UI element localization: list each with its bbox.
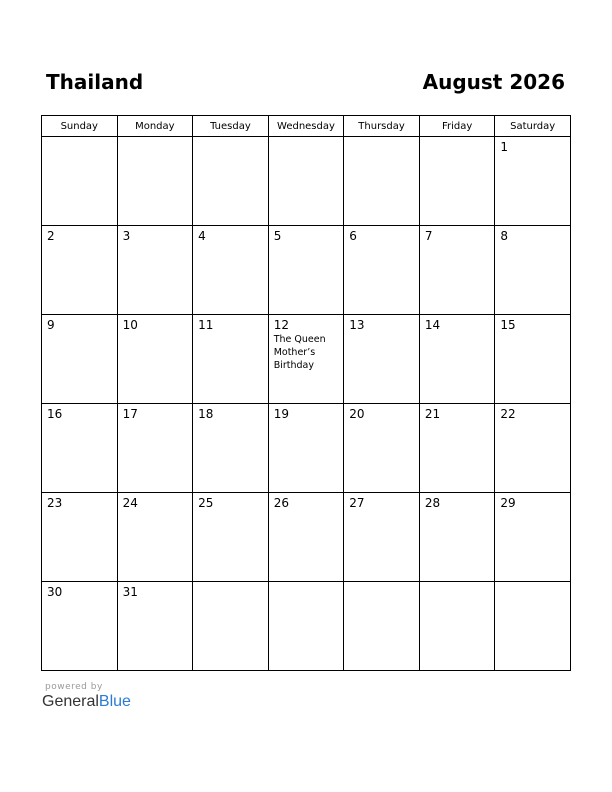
day-number: 13 <box>349 318 365 332</box>
day-cell <box>268 493 344 582</box>
day-cell <box>268 315 344 404</box>
day-number: 21 <box>424 407 441 421</box>
country-title: Thailand <box>46 70 144 94</box>
logo-blue-text: Blue <box>98 693 131 710</box>
week-row <box>42 582 571 671</box>
empty-day-cell <box>193 582 269 671</box>
weekday-header-row <box>42 116 571 137</box>
day-number: 14 <box>424 318 441 332</box>
day-number: 25 <box>198 496 214 510</box>
day-cell <box>117 226 193 315</box>
generalblue-logo[interactable] <box>42 693 131 711</box>
day-number: 17 <box>122 407 138 421</box>
day-cell <box>42 493 118 582</box>
empty-day-cell <box>193 137 269 226</box>
day-cell <box>419 226 495 315</box>
day-number: 28 <box>424 496 441 510</box>
day-cell <box>117 493 193 582</box>
day-number: 8 <box>500 229 509 243</box>
day-cell <box>193 315 269 404</box>
empty-day-cell <box>42 137 118 226</box>
weekday-saturday: Saturday <box>495 116 571 137</box>
day-number: 9 <box>47 318 55 332</box>
day-number: 6 <box>349 229 357 243</box>
day-number: 31 <box>122 585 138 599</box>
day-cell <box>495 137 571 226</box>
week-row <box>42 137 571 226</box>
day-cell <box>344 226 420 315</box>
day-number: 29 <box>500 496 516 510</box>
day-number: 11 <box>198 318 214 332</box>
day-number: 24 <box>122 496 138 510</box>
empty-day-cell <box>268 582 344 671</box>
day-number: 30 <box>47 585 63 599</box>
day-number: 12 <box>273 318 289 332</box>
logo-general-text: General <box>42 693 99 710</box>
day-cell <box>42 315 118 404</box>
day-cell <box>495 493 571 582</box>
day-number: 20 <box>349 407 365 421</box>
day-cell <box>117 315 193 404</box>
empty-day-cell <box>268 137 344 226</box>
day-number: 3 <box>122 229 131 243</box>
day-number: 18 <box>198 407 214 421</box>
day-cell <box>419 404 495 493</box>
day-cell <box>42 582 118 671</box>
calendar-grid <box>41 115 571 671</box>
week-row <box>42 226 571 315</box>
day-cell <box>42 404 118 493</box>
month-year-title: August 2026 <box>422 70 565 94</box>
empty-day-cell <box>419 137 495 226</box>
week-row <box>42 315 571 404</box>
day-cell <box>268 404 344 493</box>
week-row <box>42 404 571 493</box>
day-cell <box>344 493 420 582</box>
day-cell <box>268 226 344 315</box>
day-cell <box>117 404 193 493</box>
day-cell <box>495 315 571 404</box>
weekday-monday: Monday <box>117 116 193 137</box>
day-number: 1 <box>500 140 509 154</box>
holiday-event: The Queen Mother’s Birthday <box>273 334 326 371</box>
empty-day-cell <box>344 582 420 671</box>
weekday-thursday: Thursday <box>344 116 420 137</box>
powered-by-label: powered by <box>45 682 103 692</box>
day-number: 5 <box>273 229 282 243</box>
day-cell <box>344 315 420 404</box>
week-row <box>42 493 571 582</box>
empty-day-cell <box>344 137 420 226</box>
day-number: 19 <box>273 407 289 421</box>
day-cell <box>117 582 193 671</box>
day-number: 10 <box>122 318 138 332</box>
day-number: 15 <box>500 318 516 332</box>
day-cell <box>419 315 495 404</box>
empty-day-cell <box>117 137 193 226</box>
weekday-wednesday: Wednesday <box>268 116 344 137</box>
weekday-friday: Friday <box>419 116 495 137</box>
day-cell <box>495 404 571 493</box>
empty-day-cell <box>495 582 571 671</box>
day-cell <box>193 493 269 582</box>
day-number: 16 <box>47 407 63 421</box>
weekday-tuesday: Tuesday <box>193 116 269 137</box>
day-number: 23 <box>47 496 63 510</box>
day-cell <box>193 404 269 493</box>
day-number: 4 <box>198 229 206 243</box>
day-number: 26 <box>273 496 289 510</box>
day-cell <box>193 226 269 315</box>
empty-day-cell <box>419 582 495 671</box>
day-number: 22 <box>500 407 516 421</box>
day-number: 7 <box>424 229 433 243</box>
day-cell <box>42 226 118 315</box>
day-cell <box>419 493 495 582</box>
day-cell <box>495 226 571 315</box>
day-cell <box>344 404 420 493</box>
day-number: 2 <box>47 229 55 243</box>
weekday-sunday: Sunday <box>42 116 118 137</box>
day-number: 27 <box>349 496 365 510</box>
